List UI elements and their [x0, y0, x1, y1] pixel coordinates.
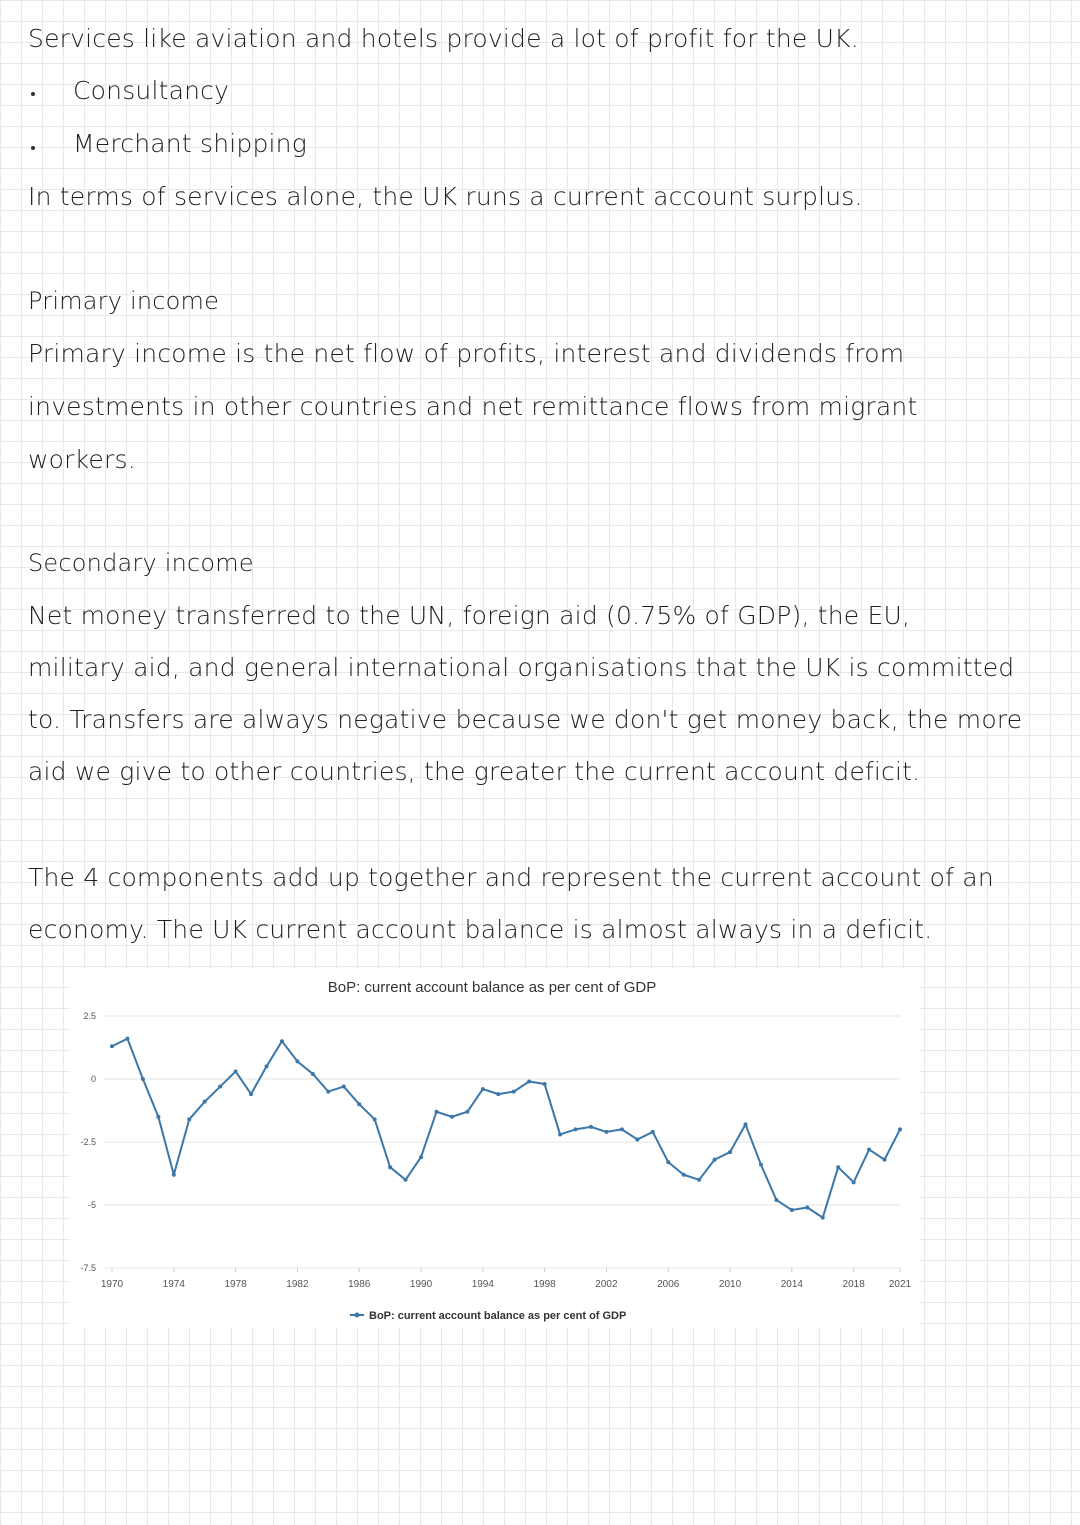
series-point [728, 1150, 732, 1154]
series-point [311, 1072, 315, 1076]
series-point [604, 1130, 608, 1134]
x-tick-label: 2010 [718, 1279, 742, 1290]
series-point [404, 1178, 408, 1182]
x-tick-label: 2021 [888, 1279, 912, 1290]
series-point [697, 1178, 701, 1182]
x-tick-label: 1998 [533, 1279, 556, 1290]
chart-title: BoP: current account balance as per cent of GDP [327, 979, 657, 996]
secondary-income-line-1: Net money transferred to the UN, foreign aid (0.75% of GDP), the EU, [28, 601, 911, 630]
series-point [450, 1115, 454, 1119]
series-point [867, 1148, 871, 1152]
secondary-income-line-4: aid we give to other countries, the greater the current account deficit. [28, 757, 921, 786]
series-point [821, 1216, 825, 1220]
series-point [620, 1127, 624, 1131]
legend-label: BoP: current account balance as per cent of GDP [369, 1310, 627, 1322]
series-point [342, 1085, 346, 1089]
bullet-merchant-shipping: Merchant shipping [73, 129, 307, 158]
series-point [110, 1044, 114, 1048]
series-point [558, 1132, 562, 1136]
series-point [836, 1165, 840, 1169]
series-point [898, 1127, 902, 1131]
bullet-consultancy: Consultancy [73, 76, 230, 105]
chart-gridlines [104, 1016, 900, 1268]
series-point [759, 1163, 763, 1167]
series-point [265, 1064, 269, 1068]
series-point [774, 1198, 778, 1202]
series-point [419, 1155, 423, 1159]
series-point [203, 1100, 207, 1104]
series-point [666, 1160, 670, 1164]
primary-income-line-1: Primary income is the net flow of profits, interest and dividends from [28, 339, 905, 368]
heading-primary-income: Primary income [28, 287, 220, 315]
x-tick-label: 1986 [348, 1279, 371, 1290]
heading-secondary-income: Secondary income [28, 549, 254, 577]
series-point [651, 1130, 655, 1134]
series-point [713, 1158, 717, 1162]
series-point [172, 1173, 176, 1177]
summary-line-1: The 4 components add up together and represent the current account of an [28, 863, 994, 892]
series-point [295, 1059, 299, 1063]
series-point [527, 1080, 531, 1084]
primary-income-line-3: workers. [28, 445, 136, 474]
series-point [234, 1069, 238, 1073]
chart-legend [350, 1310, 626, 1322]
note-services-surplus: In terms of services alone, the UK runs a current account surplus. [28, 182, 863, 211]
summary-line-2: economy. The UK current account balance is almost always in a deficit. [28, 915, 933, 944]
series-point [249, 1092, 253, 1096]
current-account-chart [70, 968, 920, 1328]
series-point [883, 1158, 887, 1162]
x-tick-label: 1994 [471, 1279, 494, 1290]
series-point [388, 1165, 392, 1169]
series-point [635, 1137, 639, 1141]
y-tick-label: -7.5 [80, 1263, 96, 1273]
x-tick-label: 2014 [780, 1279, 803, 1290]
bullet-dot [31, 92, 35, 96]
primary-income-line-2: investments in other countries and net remittance flows from migrant [28, 392, 918, 421]
series-point [790, 1208, 794, 1212]
series-point [805, 1206, 809, 1210]
chart-x-ticks [101, 1268, 912, 1290]
series-point [682, 1173, 686, 1177]
series-point [465, 1110, 469, 1114]
x-tick-label: 2002 [595, 1279, 618, 1290]
y-tick-label: -5 [87, 1200, 96, 1210]
series-point [496, 1092, 500, 1096]
series-point [852, 1180, 856, 1184]
y-tick-label: -2.5 [80, 1137, 96, 1147]
x-tick-label: 1982 [286, 1279, 309, 1290]
series-point [512, 1090, 516, 1094]
x-tick-label: 2006 [657, 1279, 680, 1290]
series-point [125, 1037, 129, 1041]
secondary-income-line-3: to. Transfers are always negative because we don't get money back, the more [28, 705, 1023, 734]
series-point [141, 1077, 145, 1081]
series-points [110, 1037, 902, 1220]
series-point [434, 1110, 438, 1114]
x-tick-label: 1978 [224, 1279, 247, 1290]
series-point [481, 1087, 485, 1091]
x-tick-label: 1990 [409, 1279, 433, 1290]
series-point [280, 1039, 284, 1043]
series-point [543, 1082, 547, 1086]
note-services-profit: Services like aviation and hotels provide a lot of profit for the UK. [28, 24, 859, 53]
series-point [589, 1125, 593, 1129]
series-point [357, 1102, 361, 1106]
x-tick-label: 1970 [100, 1279, 124, 1290]
series-point [156, 1115, 160, 1119]
series-point [574, 1127, 578, 1131]
series-point [373, 1117, 377, 1121]
legend-point-marker [355, 1313, 360, 1318]
series-line [112, 1039, 900, 1218]
series-point [218, 1085, 222, 1089]
x-tick-label: 1974 [162, 1279, 185, 1290]
y-tick-label: 0 [90, 1074, 96, 1084]
y-tick-label: 2.5 [83, 1011, 96, 1021]
secondary-income-line-2: military aid, and general international organisations that the UK is committed [28, 653, 1015, 682]
series-point [743, 1122, 747, 1126]
series-point [326, 1090, 330, 1094]
series-point [187, 1117, 191, 1121]
bullet-dot [31, 146, 35, 150]
x-tick-label: 2018 [842, 1279, 865, 1290]
chart-y-ticks [80, 1011, 96, 1273]
